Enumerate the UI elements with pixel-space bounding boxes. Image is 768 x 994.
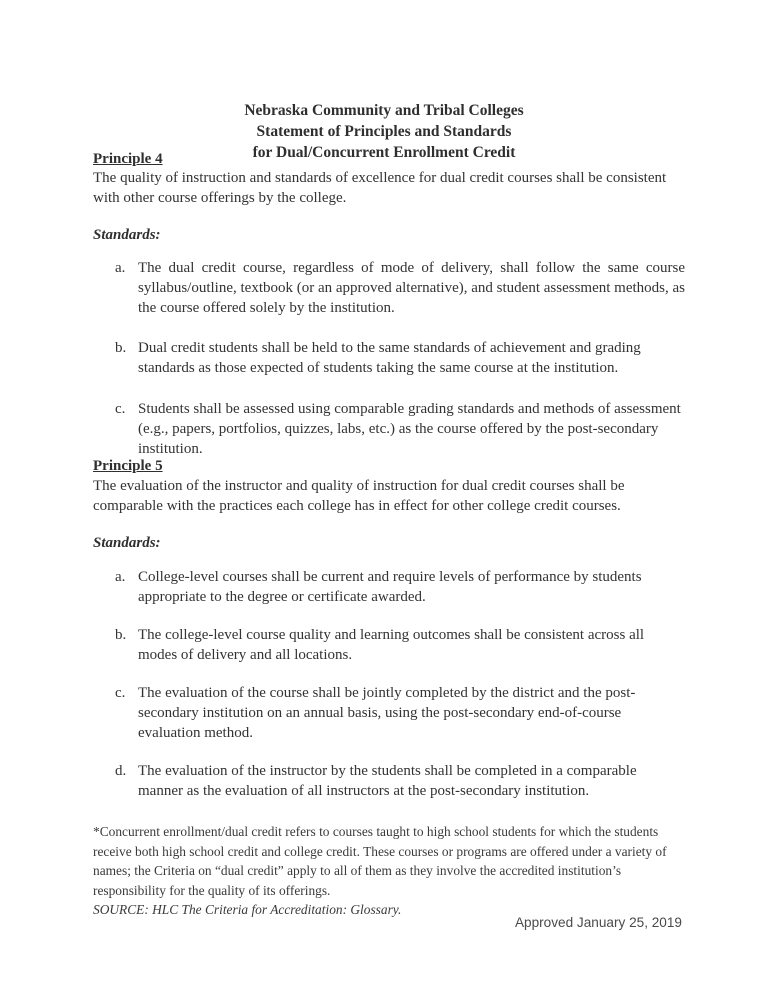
standard-marker: d. xyxy=(115,763,127,779)
principle-5-heading: Principle 5 xyxy=(93,458,163,474)
principle-4-standards-list xyxy=(115,258,685,459)
title-line-3: for Dual/Concurrent Enrollment Credit xyxy=(252,144,516,161)
standard-marker: a. xyxy=(115,260,126,276)
standard-text: College-level courses shall be current and require levels of performance by students appropriate to the degree or certificate awarded. xyxy=(138,569,642,605)
standard-marker: b. xyxy=(115,627,127,643)
standard-item xyxy=(115,683,685,743)
standard-marker: a. xyxy=(115,569,126,585)
title-line-1: Nebraska Community and Tribal Colleges xyxy=(244,102,524,119)
standard-text: Students shall be assessed using comparable grading standards and methods of assessment (e.g., papers, portfolios, quizzes, labs, etc.) as the course offered by the post-secondary institution. xyxy=(138,401,681,457)
standard-text: Dual credit students shall be held to the same standards of achievement and grading standards as those expected of students taking the same course at the institution. xyxy=(138,340,641,376)
footnote-text: *Concurrent enrollment/dual credit refers to courses taught to high school students for which the students receive both high school credit and college credit. These courses or programs are offered under a variety of names; the Criteria on “dual credit” apply to all of them as they involve the accredited institution’s responsibility for the quality of its offerings. xyxy=(93,824,667,898)
standard-item xyxy=(115,567,685,607)
principle-4-standards-label: Standards: xyxy=(93,227,161,243)
standard-marker: c. xyxy=(115,401,126,417)
standard-text: The evaluation of the instructor by the students shall be completed in a comparable manner as the evaluation of all instructors at the post-secondary institution. xyxy=(138,763,637,799)
standard-text: The dual credit course, regardless of mode of delivery, shall follow the same course syllabus/outline, textbook (or an approved alternative), and student assessment methods, as the course offered solely by the institution. xyxy=(138,260,685,316)
title-line-2: Statement of Principles and Standards xyxy=(256,123,512,140)
standard-item xyxy=(115,625,685,665)
standard-text: The evaluation of the course shall be jointly completed by the district and the post-secondary institution on an annual basis, using the post-secondary end-of-course evaluation method. xyxy=(138,685,636,741)
footnote xyxy=(93,822,683,920)
standard-marker: b. xyxy=(115,340,127,356)
standard-text: The college-level course quality and learning outcomes shall be consistent across all modes of delivery and all locations. xyxy=(138,627,645,663)
standard-marker: c. xyxy=(115,685,126,701)
principle-4-heading: Principle 4 xyxy=(93,151,163,167)
principle-5-standards-label: Standards: xyxy=(93,535,161,551)
standard-item xyxy=(115,399,685,459)
standard-item xyxy=(115,761,685,801)
footnote-source: SOURCE: HLC The Criteria for Accreditation: Glossary. xyxy=(93,902,402,917)
standard-item xyxy=(115,258,685,318)
approval-date: Approved January 25, 2019 xyxy=(514,915,682,930)
principle-4-text: The quality of instruction and standards of excellence for dual credit courses shall be consistent with other course offerings by the college. xyxy=(93,170,667,206)
principle-5-text: The evaluation of the instructor and quality of instruction for dual credit courses shall be comparable with the practices each college has in effect for other college credit courses. xyxy=(93,478,625,514)
principle-5-standards-list xyxy=(115,567,685,801)
standard-item xyxy=(115,338,685,378)
